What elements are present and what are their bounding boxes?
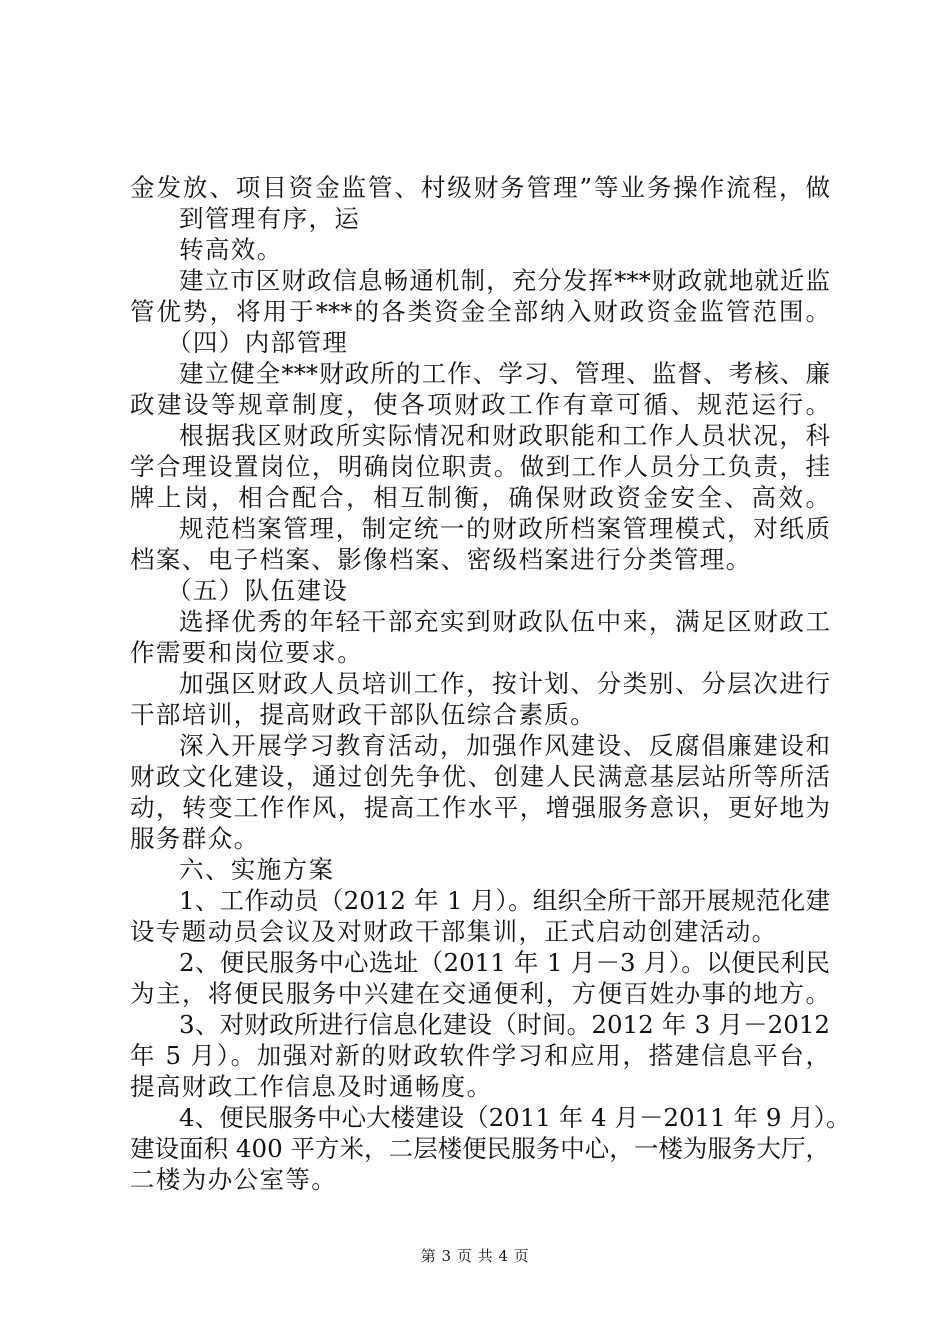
text-line: 深入开展学习教育活动，加强作风建设、反腐倡廉建设和 [179,731,830,760]
text-line: 2、便民服务中心选址（2011 年 1 月－3 月）。以便民利民 [179,948,830,977]
text-line: 4、便民服务中心大楼建设（2011 年 4 月－2011 年 9 月）。 [179,1103,851,1132]
section-heading: （四）内部管理 [167,328,349,357]
text-line: 到管理有序，运 [179,204,361,233]
text-line: 财政文化建设，通过创先争优、创建人民满意基层站所等所活 [130,762,830,791]
section-heading: （五）队伍建设 [167,576,349,605]
text-line: 牌上岗，相合配合，相互制衡，确保财政资金安全、高效。 [130,483,830,512]
text-line: 为主，将便民服务中兴建在交通便利，方便百姓办事的地方。 [130,979,830,1008]
text-line: 根据我区财政所实际情况和财政职能和工作人员状况，科 [179,421,830,450]
text-line: 动，转变工作作风，提高工作水平，增强服务意识，更好地为 [130,793,830,822]
text-line: 档案、电子档案、影像档案、密级档案进行分类管理。 [130,545,752,574]
text-line: 金发放、项目资金监管、村级财务管理”等业务操作流程，做 [130,173,830,202]
text-line: 服务群众。 [130,824,260,853]
text-line: 政建设等规章制度，使各项财政工作有章可循、规范运行。 [130,390,830,419]
text-line: 转高效。 [179,235,283,264]
text-line: 建设面积 400 平方米，二层楼便民服务中心，一楼为服务大厅， [130,1134,830,1163]
text-line: 二楼为办公室等。 [130,1165,338,1194]
text-line: 3、对财政所进行信息化建设（时间。2012 年 3 月－2012 [179,1010,830,1039]
text-line: 年 5 月）。加强对新的财政软件学习和应用，搭建信息平台， [130,1041,830,1070]
text-line: 管优势，将用于***的各类资金全部纳入财政资金监管范围。 [130,297,830,326]
text-line: 作需要和岗位要求。 [130,638,364,667]
text-line: 学合理设置岗位，明确岗位职责。做到工作人员分工负责，挂 [130,452,830,481]
text-line: 提高财政工作信息及时通畅度。 [130,1072,493,1101]
section-heading: 六、实施方案 [179,855,335,884]
text-line: 规范档案管理，制定统一的财政所档案管理模式，对纸质 [179,514,830,543]
page-number-footer: 第 3 页 共 4 页 [420,1247,530,1265]
text-line: 设专题动员会议及对财政干部集训，正式启动创建活动。 [130,917,778,946]
text-line: 加强区财政人员培训工作，按计划、分类别、分层次进行 [179,669,830,698]
text-line: 选择优秀的年轻干部充实到财政队伍中来，满足区财政工 [179,607,830,636]
text-line: 1、工作动员（2012 年 1 月）。组织全所干部开展规范化建 [179,886,830,915]
text-line: 干部培训，提高财政干部队伍综合素质。 [130,700,597,729]
text-line: 建立市区财政信息畅通机制，充分发挥***财政就地就近监 [179,266,830,295]
document-body [130,172,851,1195]
text-line: 建立健全***财政所的工作、学习、管理、监督、考核、廉 [179,359,830,388]
